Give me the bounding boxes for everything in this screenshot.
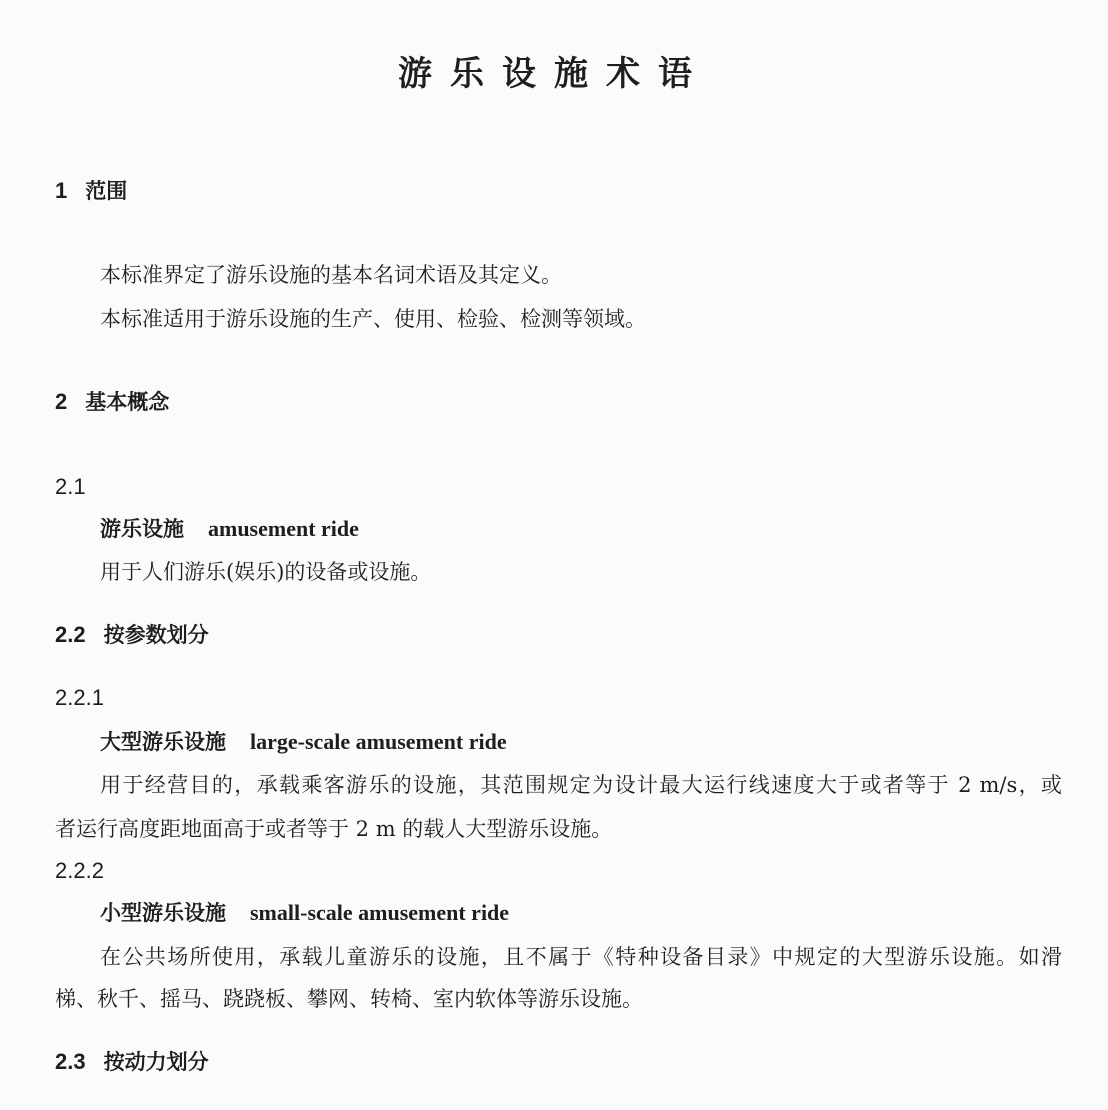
section-number: 2.2 — [55, 622, 86, 647]
section-heading-2 — [55, 389, 169, 415]
term-cn: 小型游乐设施 — [100, 901, 226, 925]
definition-cont: 者运行高度距地面高于或者等于 2 m 的载人大型游乐设施。 — [55, 817, 613, 841]
paragraph: 本标准适用于游乐设施的生产、使用、检验、检测等领域。 — [100, 307, 646, 331]
section-heading-2-3 — [55, 1049, 209, 1075]
term-heading — [100, 729, 507, 755]
section-title: 按动力划分 — [103, 1050, 209, 1074]
definition-cont: 梯、秋千、摇马、跷跷板、攀网、转椅、室内软体等游乐设施。 — [55, 987, 643, 1011]
term-cn: 游乐设施 — [100, 517, 184, 541]
definition: 在公共场所使用，承载儿童游乐的设施，且不属于《特种设备目录》中规定的大型游乐设施。如滑 — [100, 945, 1062, 969]
term-cn: 大型游乐设施 — [100, 730, 226, 754]
term-en: amusement ride — [208, 516, 359, 541]
term-heading — [100, 900, 509, 926]
section-number: 2 — [55, 389, 68, 414]
section-number: 1 — [55, 178, 68, 203]
paragraph: 本标准界定了游乐设施的基本名词术语及其定义。 — [100, 263, 562, 287]
term-heading — [100, 516, 359, 542]
term-en: large-scale amusement ride — [250, 729, 507, 754]
section-title: 按参数划分 — [103, 623, 209, 647]
term-en: small-scale amusement ride — [250, 900, 510, 925]
section-title: 基本概念 — [85, 390, 170, 414]
clause-number: 2.1 — [55, 474, 86, 499]
clause-number: 2.2.1 — [55, 685, 104, 710]
section-number: 2.3 — [55, 1049, 86, 1074]
document-title: 游乐设施术语 — [398, 54, 710, 94]
section-heading-1 — [55, 178, 127, 204]
section-heading-2-2 — [55, 622, 209, 648]
section-title: 范围 — [85, 179, 128, 203]
definition: 用于人们游乐(娱乐)的设备或设施。 — [100, 560, 432, 584]
clause-number: 2.2.2 — [55, 858, 104, 883]
definition: 用于经营目的，承载乘客游乐的设施，其范围规定为设计最大运行线速度大于或者等于 2 m/s，或 — [100, 773, 1062, 797]
